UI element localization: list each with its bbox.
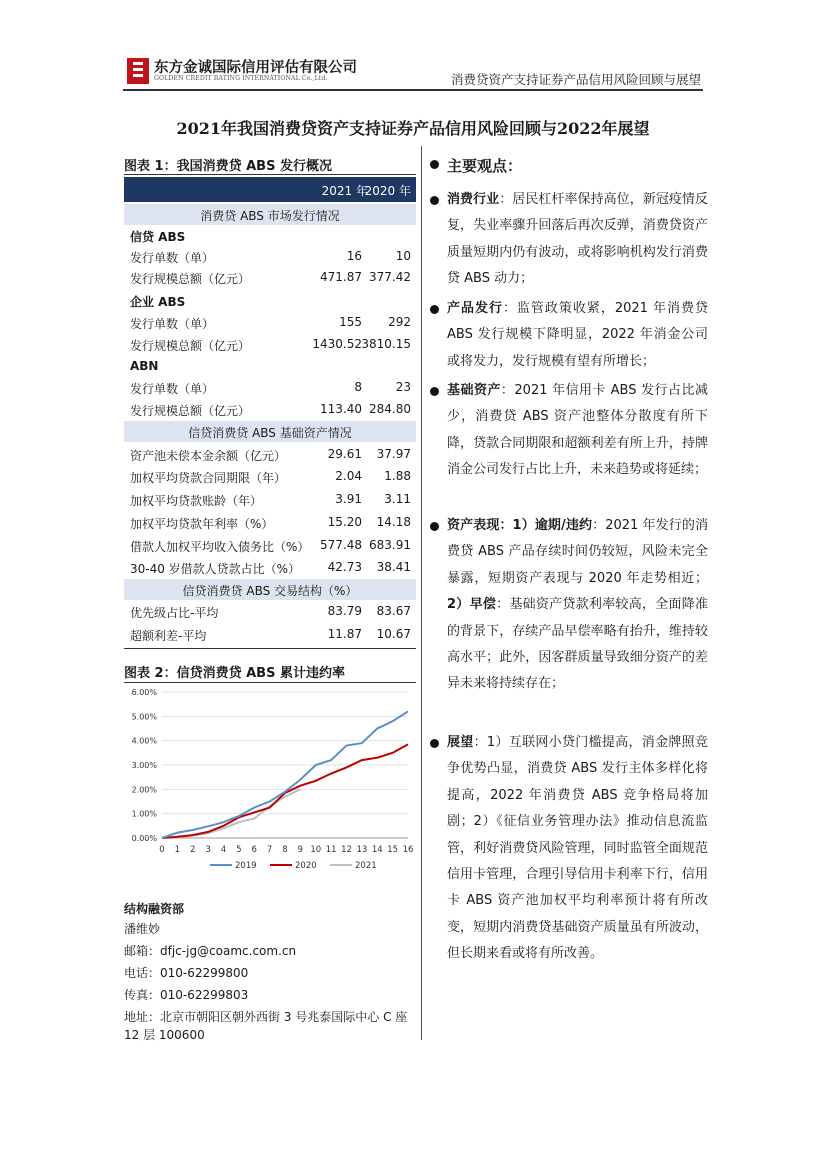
company-logo-icon xyxy=(127,58,149,84)
table-row: 加权平均贷款合同期限（年） 2.04 1.88 xyxy=(130,469,411,485)
x-tick-label: 6 xyxy=(251,845,257,855)
table-row: 发行单数（单） 8 23 xyxy=(130,380,411,396)
table-row: 发行规模总额（亿元） 471.87 377.42 xyxy=(130,270,411,286)
x-tick-label: 13 xyxy=(356,845,368,855)
x-tick-label: 15 xyxy=(387,845,399,855)
bullet-icon xyxy=(430,387,439,396)
table-section-structure: 信贷消费贷 ABS 交易结构（%） xyxy=(124,579,416,600)
bullet-icon xyxy=(430,739,439,748)
y-tick-label: 0.00% xyxy=(131,834,157,843)
bullet-icon xyxy=(430,522,439,531)
viewpoint-issuance: 产品发行：监管政策收紧，2021 年消费贷 ABS 发行规模下降明显，2022 年消金公司或将发力，发行规模有望有所增长； xyxy=(430,296,708,375)
table-section-assets: 信贷消费贷 ABS 基础资产情况 xyxy=(124,421,416,442)
viewpoint-asset-performance: 资产表现：1）逾期/违约：2021 年发行的消费贷 ABS 产品存续时间仍较短，风险未完全暴露，短期资产表现与 2020 年走势相近；2）早偿：基础资产贷款利率较高，全面降准的背景下，存续产品早偿率略有抬升，维持较高水平；此外，因客群质量导致细分资产的差异未来将持续存在； xyxy=(430,513,708,698)
contact-phone: 电话：010-62299800 xyxy=(124,966,249,980)
column-header-2021: 2021 年 xyxy=(321,184,368,198)
bullet-icon xyxy=(430,305,439,314)
contact-email: 邮箱：dfjc-jg@coamc.com.cn xyxy=(124,944,297,958)
x-tick-label: 7 xyxy=(266,845,273,855)
table-section-market: 消费贷 ABS 市场发行情况 xyxy=(124,204,416,225)
y-tick-label: 3.00% xyxy=(131,761,157,770)
contact-fax: 传真：010-62299803 xyxy=(124,988,249,1002)
contact-address-line2: 12 层 100600 xyxy=(124,1028,205,1042)
y-tick-label: 2.00% xyxy=(131,785,157,795)
contact-address: 地址：北京市朝阳区朝外西街 3 号兆泰国际中心 C 座 xyxy=(124,1010,408,1024)
x-tick-label: 8 xyxy=(282,845,288,855)
table-row: 发行规模总额（亿元） 113.40 284.80 xyxy=(130,402,411,418)
report-running-title: 消费贷资产支持证券产品信用风险回顾与展望 xyxy=(450,72,701,87)
figure1-rule xyxy=(124,174,416,175)
x-tick-label: 3 xyxy=(205,845,211,855)
x-tick-label: 4 xyxy=(220,845,227,855)
y-tick-label: 4.00% xyxy=(131,736,157,746)
y-tick-label: 5.00% xyxy=(131,712,157,722)
figure2-title: 图表 2：信贷消费贷 ABS 累计违约率 xyxy=(124,666,345,681)
analyst-name: 潘维妙 xyxy=(124,922,161,936)
table-row: 超额利差-平均 11.87 10.67 xyxy=(130,627,411,643)
company-name-cn: 东方金诚国际信用评估有限公司 xyxy=(154,59,357,76)
table-row: 借款人加权平均收入债务比（%） 577.48 683.91 xyxy=(130,538,411,554)
x-tick-label: 14 xyxy=(371,845,383,855)
bullet-icon xyxy=(430,160,439,169)
x-tick-label: 1 xyxy=(174,845,181,855)
table-row: 加权平均贷款年利率（%） 15.20 14.18 xyxy=(130,515,411,531)
series-line-2019 xyxy=(162,711,408,838)
table-row: 发行单数（单） 155 292 xyxy=(130,315,411,331)
document-title: 2021年我国消费贷资产支持证券产品信用风险回顾与2022年展望 xyxy=(176,119,650,138)
legend-label-2019: 2019 xyxy=(235,861,257,871)
y-tick-label: 6.00% xyxy=(131,688,157,697)
viewpoint-underlying-assets: 基础资产：2021 年信用卡 ABS 发行占比减少，消费贷 ABS 资产池整体分散度有所下降，贷款合同期限和超额利差有所上升，持牌消金公司发行占比上升，未来趋势或将延续； xyxy=(430,378,708,484)
x-tick-label: 11 xyxy=(325,845,337,855)
table-row: 优先级占比-平均 83.79 83.67 xyxy=(130,604,411,620)
table-bottom-rule xyxy=(124,648,416,649)
legend-label-2021: 2021 xyxy=(355,861,377,871)
table-row: 30-40 岁借款人贷款占比（%） 42.73 38.41 xyxy=(130,560,411,576)
legend-label-2020: 2020 xyxy=(295,861,317,871)
header-divider xyxy=(123,89,703,91)
table-group-corp: 企业 ABS xyxy=(130,295,186,309)
table-row: 发行规模总额（亿元） 1430.52 3810.15 xyxy=(130,337,411,353)
bullet-icon xyxy=(430,196,439,205)
viewpoint-outlook: 展望：1）互联网小贷门槛提高，消金牌照竞争优势凸显，消费贷 ABS 发行主体多样化将提高，2022 年消费贷 ABS 竞争格局将加剧；2）《征信业务管理办法》推动信息流监管，利好消费贷风险管理，同时监管全面规范信用卡管理，合理引导信用卡利率下行，信用卡 ABS 资产池加权平均利率预计将有所改变，短期内消费贷基础资产质量虽有所波动，但长期来看或将有所改善。 xyxy=(430,730,708,968)
x-tick-label: 16 xyxy=(402,845,414,855)
default-rate-chart xyxy=(124,684,416,874)
x-tick-label: 2 xyxy=(190,845,196,855)
x-tick-label: 5 xyxy=(236,845,242,855)
viewpoint-consumption: 消费行业：居民杠杆率保持高位，新冠疫情反复，失业率骤升回落后再次反弹，消费贷资产质量短期内仍有波动，或将影响机构发行消费贷 ABS 动力； xyxy=(430,187,708,293)
x-tick-label: 0 xyxy=(159,845,165,855)
table-row: 加权平均贷款账龄（年） 3.91 3.11 xyxy=(130,492,411,508)
table-header xyxy=(124,177,416,202)
column-divider xyxy=(421,146,422,1040)
x-tick-label: 10 xyxy=(310,845,322,855)
table-row: 发行单数（单） 16 10 xyxy=(130,249,411,265)
column-header-2020: 2020 年 xyxy=(364,184,411,198)
figure2-rule xyxy=(124,682,416,683)
table-group-credit: 信贷 ABS xyxy=(130,230,186,244)
table-row: 资产池未偿本金余额（亿元） 29.61 37.97 xyxy=(130,447,411,463)
x-tick-label: 9 xyxy=(297,845,304,855)
key-points-heading: 主要观点： xyxy=(430,155,522,176)
x-tick-label: 12 xyxy=(341,845,352,855)
table-group-abn: ABN xyxy=(130,359,159,373)
y-tick-label: 1.00% xyxy=(131,809,157,819)
figure1-title: 图表 1：我国消费贷 ABS 发行概况 xyxy=(124,159,332,174)
department-name: 结构融资部 xyxy=(124,902,185,916)
company-name-en: GOLDEN CREDIT RATING INTERNATIONAL Co.,Ltd. xyxy=(154,75,328,82)
